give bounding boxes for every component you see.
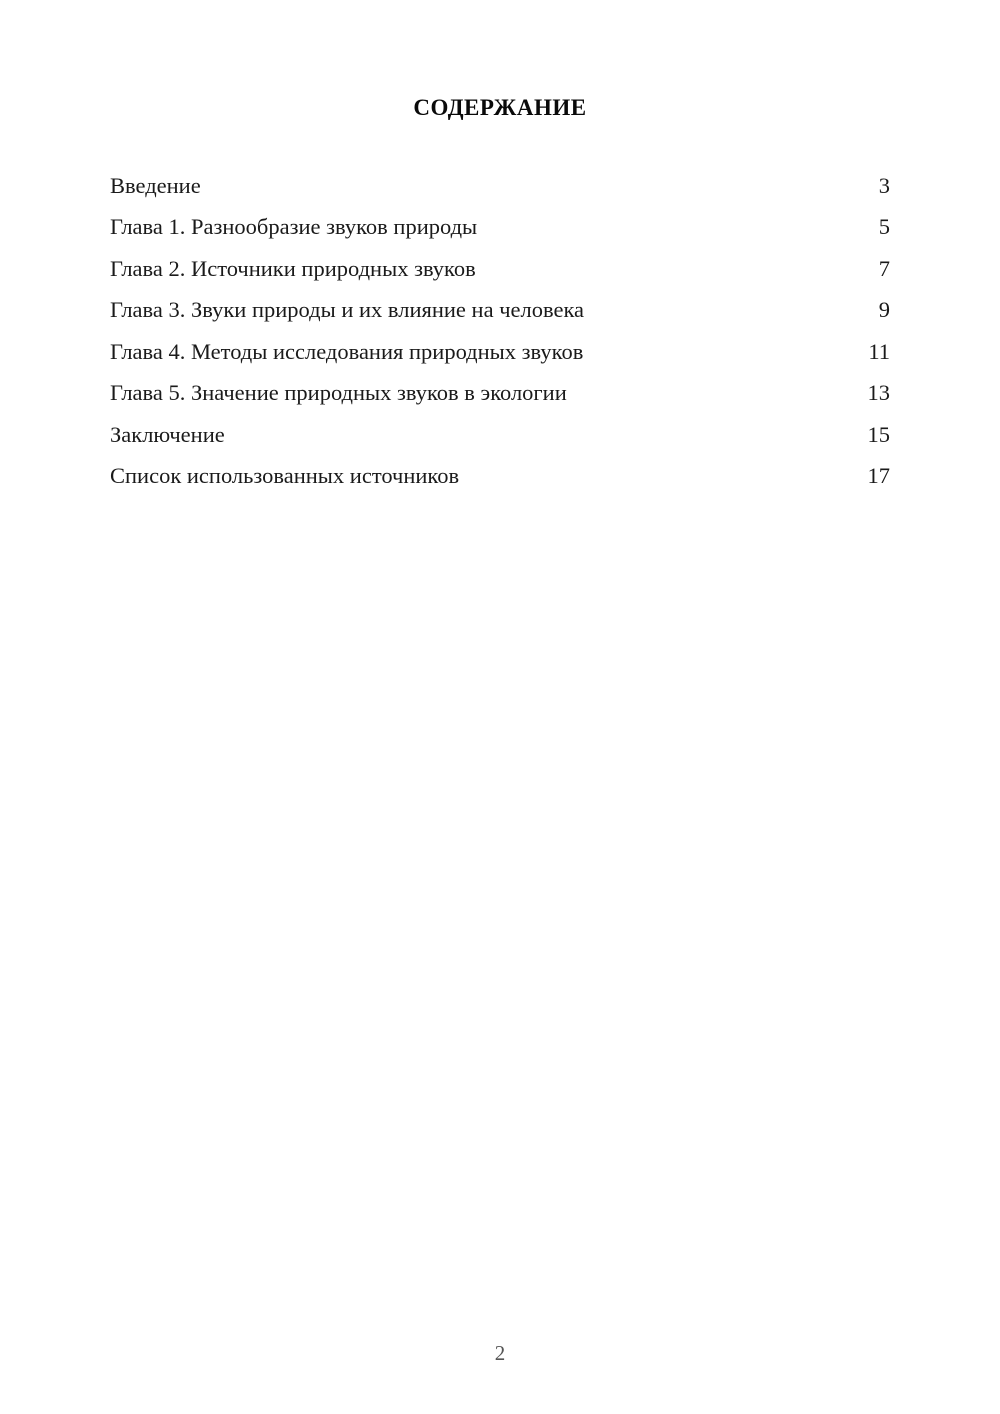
toc-entry[interactable]: [110, 373, 890, 415]
toc-entry-label: Глава 4. Методы исследования природных звуков: [110, 338, 584, 364]
toc-entry[interactable]: [110, 248, 890, 290]
toc-entry[interactable]: [110, 207, 890, 249]
toc-entry[interactable]: [110, 414, 890, 456]
toc-entry-page: 5: [878, 214, 890, 239]
page-title: СОДЕРЖАНИЕ: [413, 95, 587, 120]
toc-entry[interactable]: [110, 331, 890, 373]
toc-entry-page: 9: [878, 297, 890, 322]
toc-entry-page: 17: [867, 463, 890, 488]
toc-entry[interactable]: [110, 290, 890, 332]
toc-entry-page: 3: [878, 172, 890, 198]
toc-entry[interactable]: [110, 165, 890, 207]
toc-entry-label: Глава 3. Звуки природы и их влияние на человека: [110, 297, 585, 322]
toc-entry-page: 13: [867, 380, 890, 405]
toc-entry[interactable]: [110, 456, 890, 498]
toc-entry-label: Список использованных источников: [110, 463, 460, 488]
toc-entry-page: 15: [867, 421, 890, 447]
toc-entry-label: Заключение: [110, 421, 225, 447]
page-number: 2: [494, 1341, 506, 1365]
toc-entry-page: 11: [868, 338, 890, 364]
toc-entry-page: 7: [878, 255, 890, 281]
toc-entry-label: Глава 5. Значение природных звуков в экологии: [110, 380, 567, 405]
toc-entry-label: Глава 1. Разнообразие звуков природы: [110, 214, 478, 239]
table-of-contents: [110, 121, 890, 497]
toc-entry-label: Глава 2. Источники природных звуков: [110, 255, 476, 281]
toc-entry-label: Введение: [110, 172, 201, 198]
